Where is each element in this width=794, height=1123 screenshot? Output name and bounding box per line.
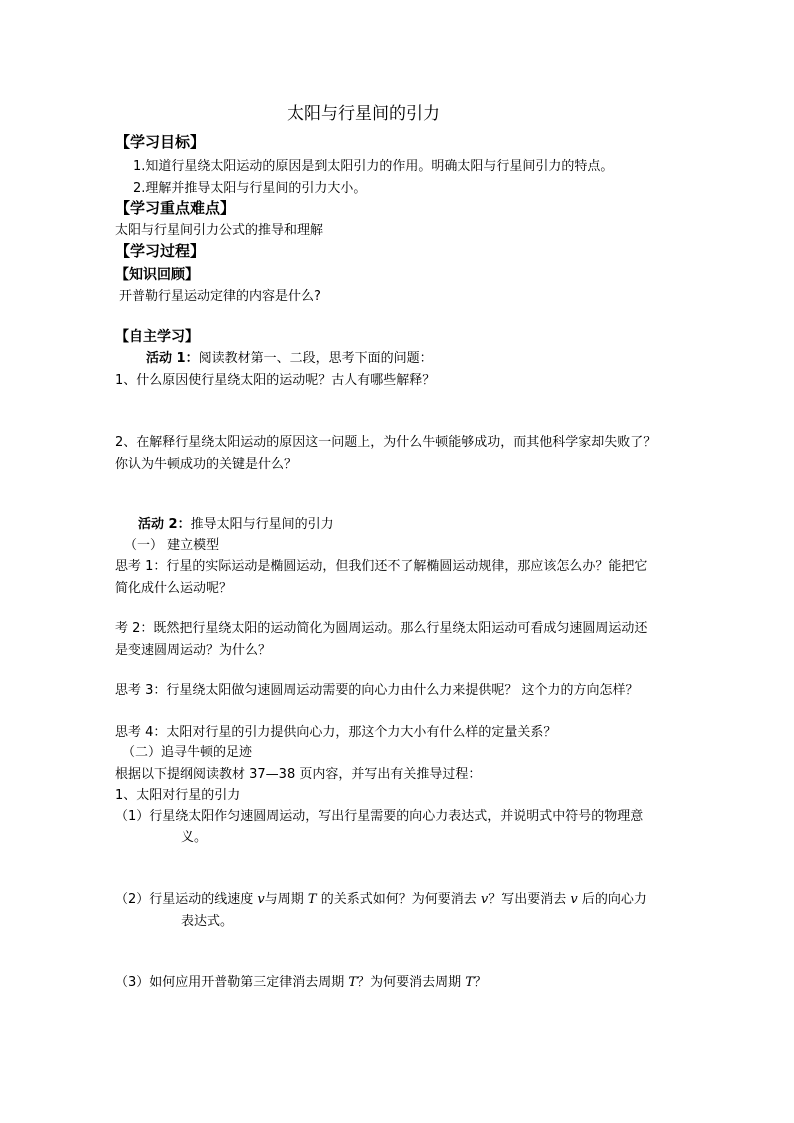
activity-1-text: 阅读教材第一、二段，思考下面的问题： bbox=[198, 351, 433, 366]
part-2-heading: （二）追寻牛顿的足迹 bbox=[122, 745, 253, 760]
symbol-t: T bbox=[307, 892, 317, 907]
symbol-v: v bbox=[570, 892, 578, 907]
section-heading-self-study: 【自主学习】 bbox=[115, 329, 199, 345]
part-1-heading: （一） 建立模型 bbox=[124, 538, 220, 553]
activity-1-question-2-line-2: 你认为牛顿成功的关键是什么？ bbox=[115, 457, 298, 472]
item-3-text-b: ？为何要消去周期 bbox=[357, 975, 466, 990]
symbol-v: v bbox=[257, 892, 265, 907]
activity-2-label: 活动 2： bbox=[138, 517, 191, 532]
item-1-line-1: （1）行星绕太阳作匀速圆周运动，写出行星需要的向心力表达式，并说明式中符号的物理意 bbox=[115, 809, 644, 824]
item-3-text-c: ？ bbox=[473, 975, 487, 990]
think-2-line-2: 是变速圆周运动？为什么？ bbox=[115, 643, 272, 658]
think-2-line-1: 考 2：既然把行星绕太阳的运动简化为圆周运动。那么行星绕太阳运动可看成匀速圆周运动还 bbox=[115, 621, 648, 636]
activity-1-line bbox=[146, 352, 433, 365]
key-points-text: 太阳与行星间引力公式的推导和理解 bbox=[115, 223, 324, 238]
reading-instruction: 根据以下提纲阅读教材 37—38 页内容，并写出有关推导过程： bbox=[115, 767, 482, 782]
item-1-line-2: 义。 bbox=[181, 830, 208, 845]
think-1-line-2: 简化成什么运动呢？ bbox=[115, 581, 233, 596]
item-2-text-b: 与周期 bbox=[264, 892, 308, 907]
activity-1-label: 活动 1： bbox=[146, 351, 199, 366]
item-2-text-d: ？写出要消去 bbox=[488, 892, 571, 907]
goal-item-2: 2.理解并推导太阳与行星间的引力大小。 bbox=[133, 181, 367, 196]
activity-2-line bbox=[138, 518, 334, 531]
section-heading-process: 【学习过程】 bbox=[115, 242, 206, 260]
symbol-t: T bbox=[348, 975, 358, 990]
goal-item-1: 1.知道行星绕太阳运动的原因是到太阳引力的作用。明确太阳与行星间引力的特点。 bbox=[133, 159, 614, 174]
item-2-text-c: 的关系式如何？为何要消去 bbox=[316, 892, 481, 907]
symbol-v: v bbox=[480, 892, 489, 907]
item-3-text-a: （3）如何应用开普勒第三定律消去周期 bbox=[115, 975, 349, 990]
section-heading-goals: 【学习目标】 bbox=[115, 133, 206, 151]
activity-1-question-1: 1、什么原因使行星绕太阳的运动呢？古人有哪些解释？ bbox=[115, 373, 436, 388]
think-3: 思考 3：行星绕太阳做匀速圆周运动需要的向心力由什么力来提供呢？ 这个力的方向怎样？ bbox=[115, 683, 639, 698]
think-4: 思考 4：太阳对行星的引力提供向心力，那这个力大小有什么样的定量关系？ bbox=[115, 725, 557, 740]
item-2-text-a: （2）行星运动的线速度 bbox=[115, 892, 258, 907]
activity-1-question-2-line-1: 2、在解释行星绕太阳运动的原因这一问题上，为什么牛顿能够成功，而其他科学家却失败了？ bbox=[115, 435, 657, 450]
section-heading-review: 【知识回顾】 bbox=[115, 267, 199, 283]
subsection-1-heading: 1、太阳对行星的引力 bbox=[115, 788, 241, 803]
review-question: 开普勒行星运动定律的内容是什么? bbox=[119, 289, 321, 304]
symbol-t: T bbox=[465, 975, 474, 990]
section-heading-key-points: 【学习重点难点】 bbox=[115, 199, 236, 217]
activity-2-text: 推导太阳与行星间的引力 bbox=[190, 517, 334, 532]
think-1-line-1: 思考 1：行星的实际运动是椭圆运动，但我们还不了解椭圆运动规律，那应该怎么办？能把它 bbox=[115, 559, 648, 574]
page-title: 太阳与行星间的引力 bbox=[287, 104, 440, 124]
item-3-line-1 bbox=[115, 976, 487, 989]
item-2-line-1 bbox=[115, 893, 647, 906]
item-2-line-2: 表达式。 bbox=[181, 914, 234, 929]
item-2-text-e: 后的向心力 bbox=[577, 892, 647, 907]
